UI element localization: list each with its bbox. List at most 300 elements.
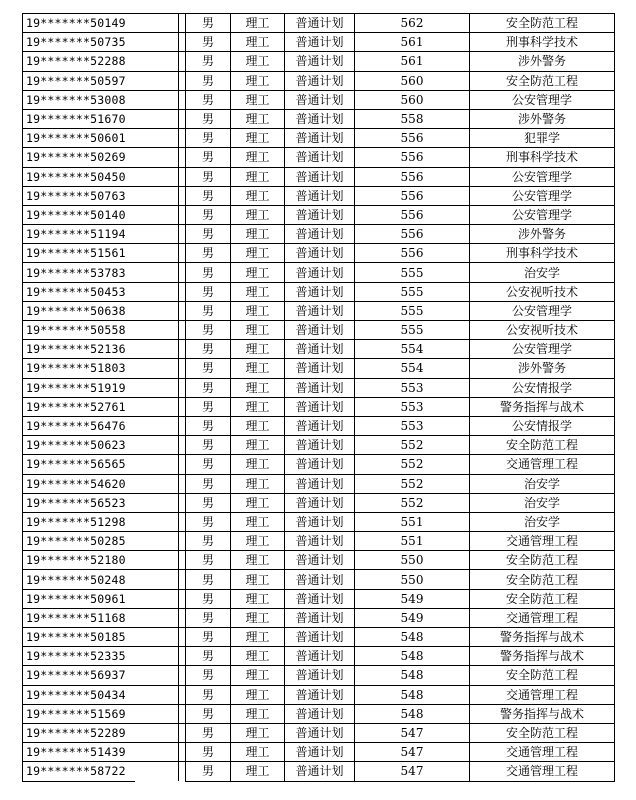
blank-cell [179, 685, 186, 704]
score-cell: 548 [355, 685, 470, 704]
major-cell: 治安学 [470, 474, 615, 493]
table-row [23, 321, 615, 340]
score-cell: 552 [355, 493, 470, 512]
blank-cell [135, 455, 179, 474]
major-cell: 公安视听技术 [470, 282, 615, 301]
blank-cell [179, 608, 186, 627]
score-cell: 550 [355, 551, 470, 570]
student-id-cell: 19*******58722 [23, 762, 135, 781]
blank-cell [179, 532, 186, 551]
gender-cell: 男 [186, 436, 231, 455]
track-cell: 理工 [231, 340, 285, 359]
plan-type-cell: 普通计划 [285, 378, 355, 397]
blank-cell [179, 71, 186, 90]
major-cell: 公安情报学 [470, 416, 615, 435]
table-row [23, 628, 615, 647]
student-id-cell: 19*******50149 [23, 14, 135, 33]
plan-type-cell: 普通计划 [285, 532, 355, 551]
major-cell: 刑事科学技术 [470, 148, 615, 167]
track-cell: 理工 [231, 647, 285, 666]
table-row [23, 436, 615, 455]
student-id-cell: 19*******50140 [23, 205, 135, 224]
track-cell: 理工 [231, 129, 285, 148]
blank-cell [179, 436, 186, 455]
blank-cell [135, 71, 179, 90]
gender-cell: 男 [186, 148, 231, 167]
blank-cell [135, 129, 179, 148]
student-id-cell: 19*******52335 [23, 647, 135, 666]
plan-type-cell: 普通计划 [285, 628, 355, 647]
blank-cell [179, 148, 186, 167]
major-cell: 公安视听技术 [470, 321, 615, 340]
major-cell: 安全防范工程 [470, 14, 615, 33]
table-row [23, 474, 615, 493]
blank-cell [179, 474, 186, 493]
score-cell: 550 [355, 570, 470, 589]
student-id-cell: 19*******50597 [23, 71, 135, 90]
major-cell: 治安学 [470, 512, 615, 531]
gender-cell: 男 [186, 263, 231, 282]
major-cell: 安全防范工程 [470, 71, 615, 90]
blank-cell [179, 378, 186, 397]
blank-cell [179, 416, 186, 435]
score-cell: 556 [355, 148, 470, 167]
plan-type-cell: 普通计划 [285, 685, 355, 704]
blank-cell [179, 167, 186, 186]
gender-cell: 男 [186, 647, 231, 666]
table-row [23, 90, 615, 109]
major-cell: 警务指挥与战术 [470, 704, 615, 723]
plan-type-cell: 普通计划 [285, 301, 355, 320]
table-row [23, 225, 615, 244]
score-cell: 552 [355, 436, 470, 455]
track-cell: 理工 [231, 378, 285, 397]
major-cell: 警务指挥与战术 [470, 647, 615, 666]
table-row [23, 340, 615, 359]
plan-type-cell: 普通计划 [285, 608, 355, 627]
blank-cell [179, 340, 186, 359]
gender-cell: 男 [186, 301, 231, 320]
gender-cell: 男 [186, 416, 231, 435]
major-cell: 治安学 [470, 493, 615, 512]
plan-type-cell: 普通计划 [285, 148, 355, 167]
table-row [23, 148, 615, 167]
score-cell: 547 [355, 723, 470, 742]
track-cell: 理工 [231, 551, 285, 570]
gender-cell: 男 [186, 397, 231, 416]
student-id-cell: 19*******51919 [23, 378, 135, 397]
score-cell: 548 [355, 666, 470, 685]
major-cell: 安全防范工程 [470, 666, 615, 685]
blank-cell [135, 321, 179, 340]
table-row [23, 589, 615, 608]
track-cell: 理工 [231, 723, 285, 742]
plan-type-cell: 普通计划 [285, 71, 355, 90]
blank-cell [135, 186, 179, 205]
student-id-cell: 19*******50248 [23, 570, 135, 589]
table-row [23, 129, 615, 148]
blank-cell [179, 493, 186, 512]
table-row [23, 205, 615, 224]
blank-cell [135, 628, 179, 647]
table-row [23, 743, 615, 762]
student-id-cell: 19*******50763 [23, 186, 135, 205]
blank-cell [135, 685, 179, 704]
score-cell: 554 [355, 340, 470, 359]
major-cell: 涉外警务 [470, 52, 615, 71]
blank-cell [135, 263, 179, 282]
plan-type-cell: 普通计划 [285, 52, 355, 71]
gender-cell: 男 [186, 244, 231, 263]
blank-cell [179, 244, 186, 263]
table-row [23, 71, 615, 90]
major-cell: 安全防范工程 [470, 589, 615, 608]
track-cell: 理工 [231, 301, 285, 320]
table-row [23, 359, 615, 378]
student-id-cell: 19*******56476 [23, 416, 135, 435]
student-id-cell: 19*******50638 [23, 301, 135, 320]
blank-cell [179, 762, 186, 781]
blank-cell [179, 647, 186, 666]
plan-type-cell: 普通计划 [285, 493, 355, 512]
track-cell: 理工 [231, 109, 285, 128]
score-cell: 547 [355, 762, 470, 781]
blank-cell [179, 186, 186, 205]
plan-type-cell: 普通计划 [285, 455, 355, 474]
major-cell: 交通管理工程 [470, 455, 615, 474]
gender-cell: 男 [186, 14, 231, 33]
major-cell: 公安情报学 [470, 378, 615, 397]
blank-cell [179, 359, 186, 378]
student-id-cell: 19*******52180 [23, 551, 135, 570]
track-cell: 理工 [231, 225, 285, 244]
student-id-cell: 19*******56565 [23, 455, 135, 474]
major-cell: 公安管理学 [470, 186, 615, 205]
plan-type-cell: 普通计划 [285, 436, 355, 455]
blank-cell [135, 397, 179, 416]
major-cell: 警务指挥与战术 [470, 397, 615, 416]
blank-cell [179, 743, 186, 762]
student-id-cell: 19*******52136 [23, 340, 135, 359]
blank-cell [179, 704, 186, 723]
score-cell: 554 [355, 359, 470, 378]
blank-cell [179, 129, 186, 148]
plan-type-cell: 普通计划 [285, 666, 355, 685]
gender-cell: 男 [186, 205, 231, 224]
major-cell: 公安管理学 [470, 167, 615, 186]
student-id-cell: 19*******51298 [23, 512, 135, 531]
blank-cell [135, 244, 179, 263]
gender-cell: 男 [186, 570, 231, 589]
table-row [23, 186, 615, 205]
table-row [23, 647, 615, 666]
gender-cell: 男 [186, 321, 231, 340]
score-cell: 555 [355, 263, 470, 282]
blank-cell [135, 532, 179, 551]
plan-type-cell: 普通计划 [285, 167, 355, 186]
track-cell: 理工 [231, 90, 285, 109]
major-cell: 公安管理学 [470, 340, 615, 359]
blank-cell [179, 14, 186, 33]
plan-type-cell: 普通计划 [285, 263, 355, 282]
student-id-cell: 19*******53783 [23, 263, 135, 282]
blank-cell [135, 436, 179, 455]
score-cell: 548 [355, 647, 470, 666]
track-cell: 理工 [231, 359, 285, 378]
student-id-cell: 19*******52761 [23, 397, 135, 416]
table-row [23, 52, 615, 71]
plan-type-cell: 普通计划 [285, 14, 355, 33]
student-id-cell: 19*******51803 [23, 359, 135, 378]
track-cell: 理工 [231, 666, 285, 685]
blank-cell [179, 628, 186, 647]
gender-cell: 男 [186, 743, 231, 762]
score-cell: 556 [355, 225, 470, 244]
table-row [23, 378, 615, 397]
major-cell: 涉外警务 [470, 225, 615, 244]
student-id-cell: 19*******50450 [23, 167, 135, 186]
blank-cell [179, 589, 186, 608]
track-cell: 理工 [231, 570, 285, 589]
track-cell: 理工 [231, 167, 285, 186]
track-cell: 理工 [231, 244, 285, 263]
gender-cell: 男 [186, 186, 231, 205]
score-cell: 556 [355, 186, 470, 205]
plan-type-cell: 普通计划 [285, 340, 355, 359]
gender-cell: 男 [186, 225, 231, 244]
major-cell: 公安管理学 [470, 301, 615, 320]
student-id-cell: 19*******50601 [23, 129, 135, 148]
major-cell: 涉外警务 [470, 359, 615, 378]
gender-cell: 男 [186, 129, 231, 148]
table-row [23, 570, 615, 589]
score-cell: 548 [355, 704, 470, 723]
plan-type-cell: 普通计划 [285, 282, 355, 301]
gender-cell: 男 [186, 52, 231, 71]
plan-type-cell: 普通计划 [285, 589, 355, 608]
blank-cell [135, 282, 179, 301]
score-cell: 561 [355, 52, 470, 71]
track-cell: 理工 [231, 512, 285, 531]
plan-type-cell: 普通计划 [285, 474, 355, 493]
score-cell: 548 [355, 628, 470, 647]
score-cell: 558 [355, 109, 470, 128]
blank-cell [135, 14, 179, 33]
blank-cell [135, 743, 179, 762]
table-row [23, 551, 615, 570]
gender-cell: 男 [186, 33, 231, 52]
blank-cell [179, 570, 186, 589]
table-row [23, 109, 615, 128]
track-cell: 理工 [231, 474, 285, 493]
track-cell: 理工 [231, 71, 285, 90]
major-cell: 安全防范工程 [470, 723, 615, 742]
student-id-cell: 19*******52289 [23, 723, 135, 742]
major-cell: 警务指挥与战术 [470, 628, 615, 647]
gender-cell: 男 [186, 90, 231, 109]
student-id-cell: 19*******56523 [23, 493, 135, 512]
gender-cell: 男 [186, 666, 231, 685]
gender-cell: 男 [186, 167, 231, 186]
track-cell: 理工 [231, 186, 285, 205]
major-cell: 治安学 [470, 263, 615, 282]
blank-cell [179, 723, 186, 742]
plan-type-cell: 普通计划 [285, 723, 355, 742]
plan-type-cell: 普通计划 [285, 512, 355, 531]
blank-cell [179, 225, 186, 244]
table-row [23, 397, 615, 416]
plan-type-cell: 普通计划 [285, 397, 355, 416]
blank-cell [135, 762, 179, 781]
major-cell: 公安管理学 [470, 205, 615, 224]
blank-cell [135, 704, 179, 723]
blank-cell [179, 33, 186, 52]
blank-cell [135, 378, 179, 397]
blank-cell [179, 109, 186, 128]
blank-cell [135, 647, 179, 666]
major-cell: 犯罪学 [470, 129, 615, 148]
track-cell: 理工 [231, 436, 285, 455]
blank-cell [135, 493, 179, 512]
student-id-cell: 19*******51439 [23, 743, 135, 762]
table-row [23, 762, 615, 781]
student-id-cell: 19*******50434 [23, 685, 135, 704]
track-cell: 理工 [231, 455, 285, 474]
track-cell: 理工 [231, 416, 285, 435]
blank-cell [135, 340, 179, 359]
track-cell: 理工 [231, 589, 285, 608]
table-row [23, 666, 615, 685]
table-row [23, 455, 615, 474]
plan-type-cell: 普通计划 [285, 762, 355, 781]
table-row [23, 704, 615, 723]
score-cell: 551 [355, 532, 470, 551]
score-cell: 553 [355, 397, 470, 416]
student-id-cell: 19*******56937 [23, 666, 135, 685]
plan-type-cell: 普通计划 [285, 704, 355, 723]
student-id-cell: 19*******50285 [23, 532, 135, 551]
plan-type-cell: 普通计划 [285, 321, 355, 340]
blank-cell [135, 225, 179, 244]
gender-cell: 男 [186, 704, 231, 723]
score-cell: 553 [355, 378, 470, 397]
major-cell: 涉外警务 [470, 109, 615, 128]
student-id-cell: 19*******50735 [23, 33, 135, 52]
score-cell: 556 [355, 129, 470, 148]
gender-cell: 男 [186, 493, 231, 512]
student-id-cell: 19*******51194 [23, 225, 135, 244]
gender-cell: 男 [186, 512, 231, 531]
table-row [23, 512, 615, 531]
score-cell: 547 [355, 743, 470, 762]
gender-cell: 男 [186, 109, 231, 128]
blank-cell [135, 205, 179, 224]
blank-cell [135, 33, 179, 52]
student-id-cell: 19*******50269 [23, 148, 135, 167]
table-row [23, 685, 615, 704]
score-cell: 549 [355, 589, 470, 608]
plan-type-cell: 普通计划 [285, 186, 355, 205]
table-row [23, 14, 615, 33]
blank-cell [135, 570, 179, 589]
plan-type-cell: 普通计划 [285, 359, 355, 378]
blank-cell [179, 512, 186, 531]
major-cell: 交通管理工程 [470, 743, 615, 762]
gender-cell: 男 [186, 71, 231, 90]
major-cell: 公安管理学 [470, 90, 615, 109]
gender-cell: 男 [186, 532, 231, 551]
blank-cell [135, 301, 179, 320]
score-cell: 561 [355, 33, 470, 52]
table-row [23, 263, 615, 282]
plan-type-cell: 普通计划 [285, 743, 355, 762]
blank-cell [179, 551, 186, 570]
track-cell: 理工 [231, 762, 285, 781]
table-row [23, 282, 615, 301]
track-cell: 理工 [231, 282, 285, 301]
blank-cell [179, 263, 186, 282]
student-id-cell: 19*******52288 [23, 52, 135, 71]
gender-cell: 男 [186, 762, 231, 781]
major-cell: 交通管理工程 [470, 608, 615, 627]
blank-cell [179, 90, 186, 109]
major-cell: 交通管理工程 [470, 685, 615, 704]
blank-cell [179, 52, 186, 71]
track-cell: 理工 [231, 397, 285, 416]
blank-cell [135, 474, 179, 493]
major-cell: 安全防范工程 [470, 436, 615, 455]
blank-cell [135, 90, 179, 109]
gender-cell: 男 [186, 723, 231, 742]
plan-type-cell: 普通计划 [285, 570, 355, 589]
student-id-cell: 19*******51561 [23, 244, 135, 263]
track-cell: 理工 [231, 33, 285, 52]
table-row [23, 608, 615, 627]
plan-type-cell: 普通计划 [285, 205, 355, 224]
score-cell: 562 [355, 14, 470, 33]
blank-cell [135, 608, 179, 627]
blank-cell [135, 416, 179, 435]
student-id-cell: 19*******53008 [23, 90, 135, 109]
gender-cell: 男 [186, 589, 231, 608]
plan-type-cell: 普通计划 [285, 109, 355, 128]
blank-cell [135, 666, 179, 685]
track-cell: 理工 [231, 321, 285, 340]
admission-results-table [22, 13, 615, 782]
score-cell: 553 [355, 416, 470, 435]
gender-cell: 男 [186, 551, 231, 570]
student-id-cell: 19*******54620 [23, 474, 135, 493]
blank-cell [179, 455, 186, 474]
score-cell: 549 [355, 608, 470, 627]
score-cell: 556 [355, 167, 470, 186]
score-cell: 555 [355, 321, 470, 340]
score-cell: 555 [355, 282, 470, 301]
plan-type-cell: 普通计划 [285, 33, 355, 52]
score-cell: 560 [355, 71, 470, 90]
blank-cell [179, 321, 186, 340]
blank-cell [179, 397, 186, 416]
student-id-cell: 19*******50558 [23, 321, 135, 340]
track-cell: 理工 [231, 14, 285, 33]
table-body [23, 14, 615, 782]
blank-cell [135, 359, 179, 378]
track-cell: 理工 [231, 52, 285, 71]
score-cell: 551 [355, 512, 470, 531]
track-cell: 理工 [231, 743, 285, 762]
score-cell: 555 [355, 301, 470, 320]
table-row [23, 301, 615, 320]
